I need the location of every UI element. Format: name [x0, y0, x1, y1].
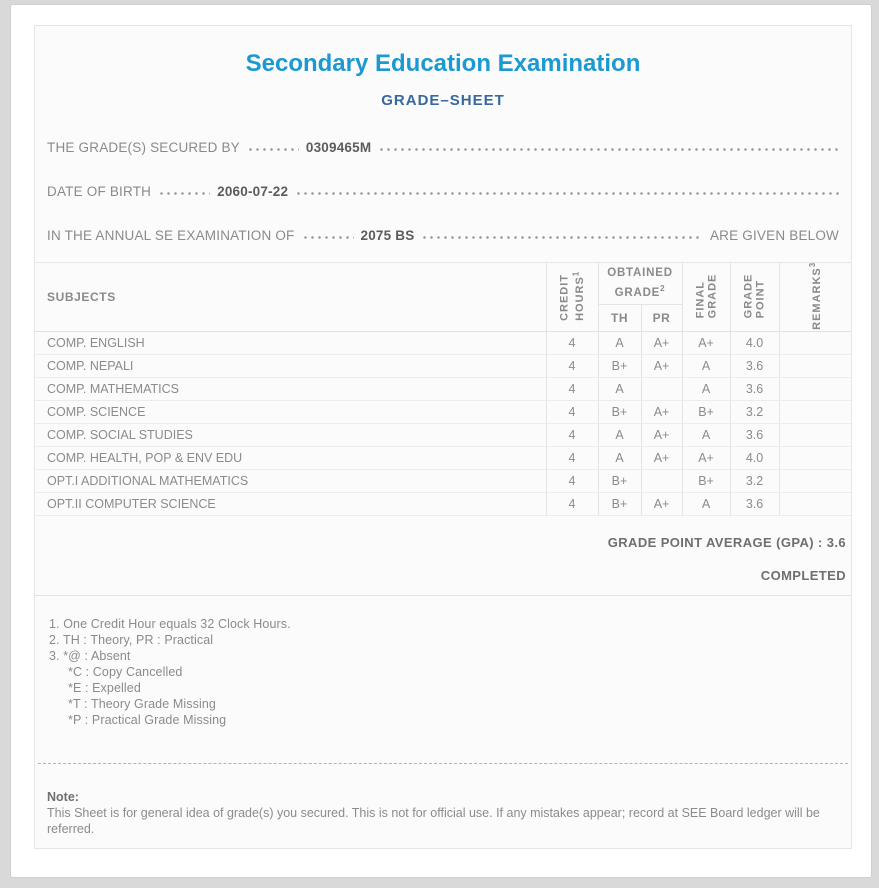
- remarks-cell: [779, 470, 851, 493]
- subjects-column-header: SUBJECTS: [35, 263, 546, 332]
- final-grade-cell: B+: [682, 401, 730, 424]
- footnote-ref-3: 3: [808, 262, 818, 268]
- footnote-line: 2. TH : Theory, PR : Practical: [49, 633, 214, 647]
- grade-point-column-header: GRADE POINT: [730, 263, 779, 332]
- practical-grade-cell: [641, 378, 682, 401]
- remarks-cell: [779, 447, 851, 470]
- theory-grade-cell: A: [598, 447, 641, 470]
- practical-grade-cell: A+: [641, 424, 682, 447]
- practical-grade-cell: A+: [641, 355, 682, 378]
- footnote-line: *E : Expelled: [68, 681, 141, 695]
- table-row: [35, 332, 851, 355]
- grade-point-cell: 3.6: [730, 493, 779, 516]
- table-row: [35, 493, 851, 516]
- remarks-column-header: REMARKS$^3$: [779, 263, 851, 332]
- theory-grade-cell: A: [598, 332, 641, 355]
- theory-grade-cell: A: [598, 378, 641, 401]
- dot-leader: [247, 148, 299, 151]
- dot-leader: [302, 236, 354, 239]
- examination-year-value: 2075 BS: [360, 228, 415, 243]
- practical-grade-cell: A+: [641, 332, 682, 355]
- footnote-line: *T : Theory Grade Missing: [68, 697, 216, 711]
- grade-point-cell: 3.6: [730, 378, 779, 401]
- credit-hours-cell: 4: [546, 401, 598, 424]
- grade-sheet-panel: [34, 25, 852, 849]
- page-subtitle: GRADE–SHEET: [381, 92, 505, 109]
- footnote-line: 3. *@ : Absent: [49, 649, 131, 663]
- status-badge: COMPLETED: [760, 568, 846, 583]
- footnote-ref-2: 2: [660, 284, 666, 294]
- practical-column-header: PR: [641, 305, 682, 332]
- credit-hours-cell: 4: [546, 470, 598, 493]
- gpa-line: [40, 535, 846, 550]
- final-grade-cell: A+: [682, 447, 730, 470]
- theory-column-header: TH: [598, 305, 641, 332]
- dot-leader: [158, 192, 210, 195]
- table-row: [35, 470, 851, 493]
- credit-hours-cell: 4: [546, 447, 598, 470]
- subject-cell: COMP. ENGLISH: [35, 332, 546, 355]
- grade-point-cell: 3.6: [730, 355, 779, 378]
- subject-cell: COMP. SOCIAL STUDIES: [35, 424, 546, 447]
- table-row: [35, 424, 851, 447]
- practical-grade-cell: A+: [641, 401, 682, 424]
- subject-cell: OPT.II COMPUTER SCIENCE: [35, 493, 546, 516]
- final-grade-cell: A: [682, 493, 730, 516]
- theory-grade-cell: A: [598, 424, 641, 447]
- practical-grade-cell: A+: [641, 493, 682, 516]
- gpa-value: 3.6: [826, 535, 846, 550]
- final-grade-cell: A: [682, 424, 730, 447]
- theory-grade-cell: B+: [598, 470, 641, 493]
- footnote-line: *C : Copy Cancelled: [68, 665, 183, 679]
- grades-secured-line: [47, 140, 839, 157]
- summary-section: [35, 516, 851, 596]
- footnote-line: *P : Practical Grade Missing: [68, 713, 227, 727]
- credit-hours-cell: 4: [546, 493, 598, 516]
- grade-point-cell: 4.0: [730, 332, 779, 355]
- credit-hours-column-header: CREDIT HOURS$^1$: [546, 263, 598, 332]
- subject-cell: COMP. SCIENCE: [35, 401, 546, 424]
- footnote-line: 1. One Credit Hour equals 32 Clock Hours.: [49, 617, 291, 631]
- remarks-cell: [779, 332, 851, 355]
- dashed-divider: [38, 763, 848, 764]
- credit-hours-cell: 4: [546, 355, 598, 378]
- table-row: [35, 447, 851, 470]
- examination-label: IN THE ANNUAL SE EXAMINATION OF: [47, 228, 295, 243]
- table-row: [35, 355, 851, 378]
- final-grade-column-header: FINAL GRADE: [682, 263, 730, 332]
- note-text: This Sheet is for general idea of grade(s) you secured. This is not for official use. If any mistakes appear; record at SEE Board ledger will be referred.: [47, 806, 820, 836]
- grade-point-cell: 3.2: [730, 470, 779, 493]
- subject-cell: OPT.I ADDITIONAL MATHEMATICS: [35, 470, 546, 493]
- page-title: Secondary Education Examination: [245, 50, 641, 77]
- subject-cell: COMP. NEPALI: [35, 355, 546, 378]
- note-section: [47, 789, 839, 837]
- grades-table-body: [35, 332, 851, 516]
- dot-leader: [378, 148, 839, 151]
- page-card: [10, 4, 872, 878]
- table-row: [35, 378, 851, 401]
- grades-table-header: [35, 263, 851, 332]
- examination-line: [47, 228, 839, 245]
- footnotes-section: [35, 596, 851, 728]
- note-label: Note:: [47, 790, 79, 804]
- subject-cell: COMP. MATHEMATICS: [35, 378, 546, 401]
- grade-point-cell: 3.6: [730, 424, 779, 447]
- footnote-ref-1: 1: [571, 270, 581, 277]
- grade-point-cell: 4.0: [730, 447, 779, 470]
- theory-grade-cell: B+: [598, 401, 641, 424]
- practical-grade-cell: [641, 470, 682, 493]
- theory-grade-cell: B+: [598, 493, 641, 516]
- credit-hours-cell: 4: [546, 424, 598, 447]
- final-grade-cell: A: [682, 378, 730, 401]
- final-grade-cell: B+: [682, 470, 730, 493]
- credit-hours-cell: 4: [546, 378, 598, 401]
- grade-point-cell: 3.2: [730, 401, 779, 424]
- remarks-cell: [779, 355, 851, 378]
- obtained-grade-column-header: OBTAINED GRADE$^2$: [598, 263, 682, 305]
- info-section: [47, 140, 839, 245]
- credit-hours-cell: 4: [546, 332, 598, 355]
- remarks-cell: [779, 493, 851, 516]
- grades-secured-label: THE GRADE(S) SECURED BY: [47, 140, 240, 155]
- date-of-birth-line: [47, 184, 839, 201]
- dot-leader: [421, 236, 703, 239]
- remarks-cell: [779, 401, 851, 424]
- remarks-cell: [779, 424, 851, 447]
- practical-grade-cell: A+: [641, 447, 682, 470]
- final-grade-cell: A+: [682, 332, 730, 355]
- theory-grade-cell: B+: [598, 355, 641, 378]
- date-of-birth-label: DATE OF BIRTH: [47, 184, 152, 199]
- remarks-cell: [779, 378, 851, 401]
- subject-cell: COMP. HEALTH, POP & ENV EDU: [35, 447, 546, 470]
- final-grade-cell: A: [682, 355, 730, 378]
- grades-table: [35, 262, 851, 516]
- dot-leader: [295, 192, 839, 195]
- date-of-birth-value: 2060-07-22: [217, 184, 289, 199]
- are-given-below-label: ARE GIVEN BELOW: [709, 228, 839, 243]
- gpa-label: GRADE POINT AVERAGE (GPA) :: [607, 535, 823, 550]
- table-row: [35, 401, 851, 424]
- symbol-number-value: 0309465M: [305, 140, 372, 155]
